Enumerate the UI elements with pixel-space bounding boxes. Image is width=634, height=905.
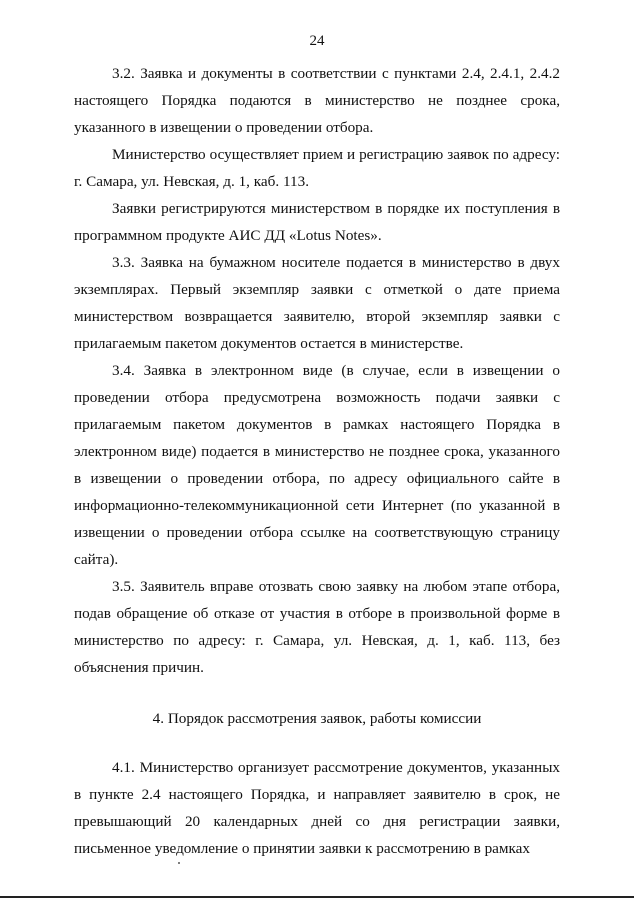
paragraph-3-3: 3.3. Заявка на бумажном носителе подается в министерство в двух экземплярах. Первый экземпляр заявки с отметкой о дате приема министерством возвращается заявителю, второй экземпляр заявки с прилагаемым пакетом документов остается в министерстве.	[74, 254, 560, 352]
paragraph-reception-address: Министерство осуществляет прием и регистрацию заявок по адресу: г. Самара, ул. Невская, д. 1, каб. 113.	[74, 146, 560, 190]
page-number: 24	[309, 33, 325, 49]
scan-speck	[178, 862, 180, 864]
page-bottom-edge	[0, 896, 634, 898]
paragraph-4-1: 4.1. Министерство организует рассмотрение документов, указанных в пункте 2.4 настоящего Порядка, и направляет заявителю в срок, не превышающий 20 календарных дней со дня регистрации заявки, письменное уведомление о принятии заявки к рассмотрению в рамках	[74, 759, 560, 857]
paragraph-3-4: 3.4. Заявка в электронном виде (в случае, если в извещении о проведении отбора предусмотрена возможность подачи заявки с прилагаемым пакетом документов в рамках настоящего Порядка в электронном виде) подается в министерство не позднее срока, указанного в извещении о проведении отбора, по адресу официального сайте в информационно-телекоммуникационной сети Интернет (по указанной в извещении о проведении отбора ссылке на соответствующую страницу сайта).	[74, 362, 560, 568]
paragraph-registration: Заявки регистрируются министерством в порядке их поступления в программном продукте АИС ДД «Lotus Notes».	[74, 200, 560, 244]
section-heading: 4. Порядок рассмотрения заявок, работы комиссии	[152, 710, 482, 727]
document-body	[74, 60, 560, 862]
paragraph-3-5: 3.5. Заявитель вправе отозвать свою заявку на любом этапе отбора, подав обращение об отказе от участия в отборе в произвольной форме в министерство по адресу: г. Самара, ул. Невская, д. 1, каб. 113, без объяснения причин.	[74, 578, 560, 676]
paragraph-3-2: 3.2. Заявка и документы в соответствии с пунктами 2.4, 2.4.1, 2.4.2 настоящего Порядка подаются в министерство не позднее срока, указанного в извещении о проведении отбора.	[74, 65, 560, 136]
